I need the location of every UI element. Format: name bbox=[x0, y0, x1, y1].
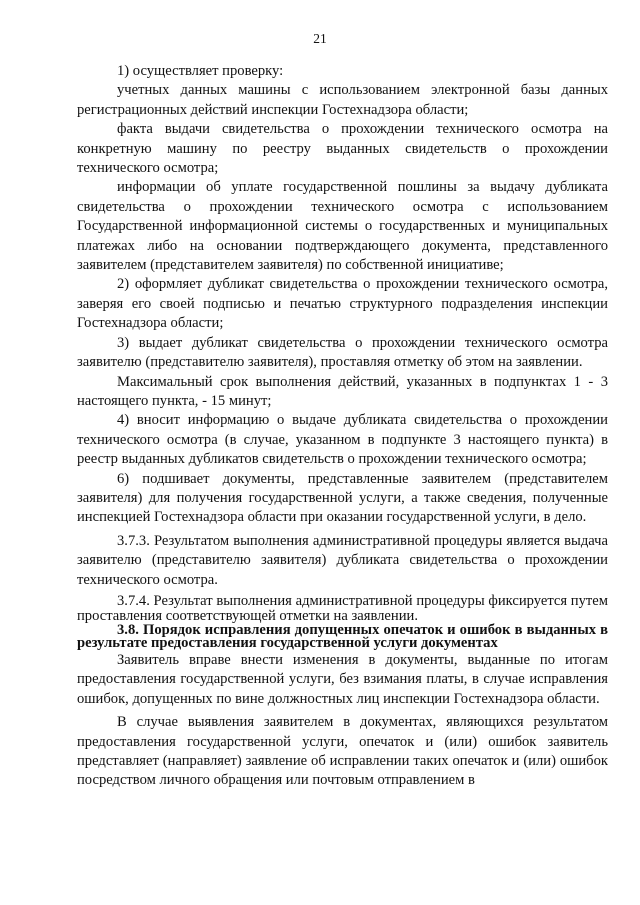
section-heading-3-8: 3.8. Порядок исправления допущенных опечаток и ошибок в выданных в результате предоставления государственной услуги документах bbox=[77, 621, 608, 652]
paragraph-correction-request: В случае выявления заявителем в документах, являющихся результатом предоставления государственной услуги, опечаток и (или) ошибок заявитель представляет (направляет) заявление об исправлении таких опечаток и (или) ошибок посредством личного обращения или почтовым отправлением в bbox=[77, 714, 608, 789]
paragraph-fee-payment: информации об уплате государственной пошлины за выдачу дубликата свидетельства о прохождении технического осмотра с использованием Государственной информационной системы о государственных и муниципальных платежах либо на основании подтверждающего документа, представленного заявителем (представителем заявителя) по собственной инициативе; bbox=[77, 179, 608, 274]
paragraph-max-duration: Максимальный срок выполнения действий, указанных в подпунктах 1 - 3 настоящего пункта, - 15 минут; bbox=[77, 373, 608, 409]
document-body bbox=[77, 62, 608, 791]
paragraph-check-intro: 1) осуществляет проверку: bbox=[117, 63, 284, 79]
paragraph-procedure-result: 3.7.3. Результатом выполнения административной процедуры является выдача заявителю (представителю заявителя) дубликата свидетельства о прохождении технического осмотра. bbox=[77, 532, 608, 588]
paragraph-result-record: 3.7.4. Результат выполнения административной процедуры фиксируется путем проставления соответствующей отметки на заявлении. bbox=[77, 592, 608, 624]
paragraph-register-entry: 4) вносит информацию о выдаче дубликата свидетельства о прохождении технического осмотра (в случае, указанном в подпункте 3 настоящего пункта) в реестр выданных дубликатов свидетельств о прохождении технического осмотра; bbox=[77, 412, 608, 468]
paragraph-issue-duplicate: 2) оформляет дубликат свидетельства о прохождении технического осмотра, заверяя его своей подписью и печатью структурного подразделения инспекции Гостехнадзора области; bbox=[77, 276, 608, 332]
paragraph-certificate-fact: факта выдачи свидетельства о прохождении технического осмотра на конкретную машину по реестру выданных свидетельств о прохождении технического осмотра; bbox=[77, 121, 608, 177]
page-number: 21 bbox=[313, 31, 327, 46]
paragraph-correction-right: Заявитель вправе внести изменения в документы, выданные по итогам предоставления государственной услуги, без взимания платы, в случае исправления ошибок, допущенных по вине должностных лиц инспекции Гостехнадзора области. bbox=[77, 651, 608, 707]
paragraph-deliver-duplicate: 3) выдает дубликат свидетельства о прохождении технического осмотра заявителю (представителю заявителя), проставляя отметку об этом на заявлении. bbox=[77, 334, 608, 371]
paragraph-vehicle-data: учетных данных машины с использованием электронной базы данных регистрационных действий инспекции Гостехнадзора области; bbox=[77, 82, 608, 118]
paragraph-file-documents: 6) подшивает документы, представленные заявителем (представителем заявителя) для получения государственной услуги, а также сведения, полученные инспекцией Гостехнадзора области при оказании государственной услуги, в дело. bbox=[77, 470, 608, 526]
